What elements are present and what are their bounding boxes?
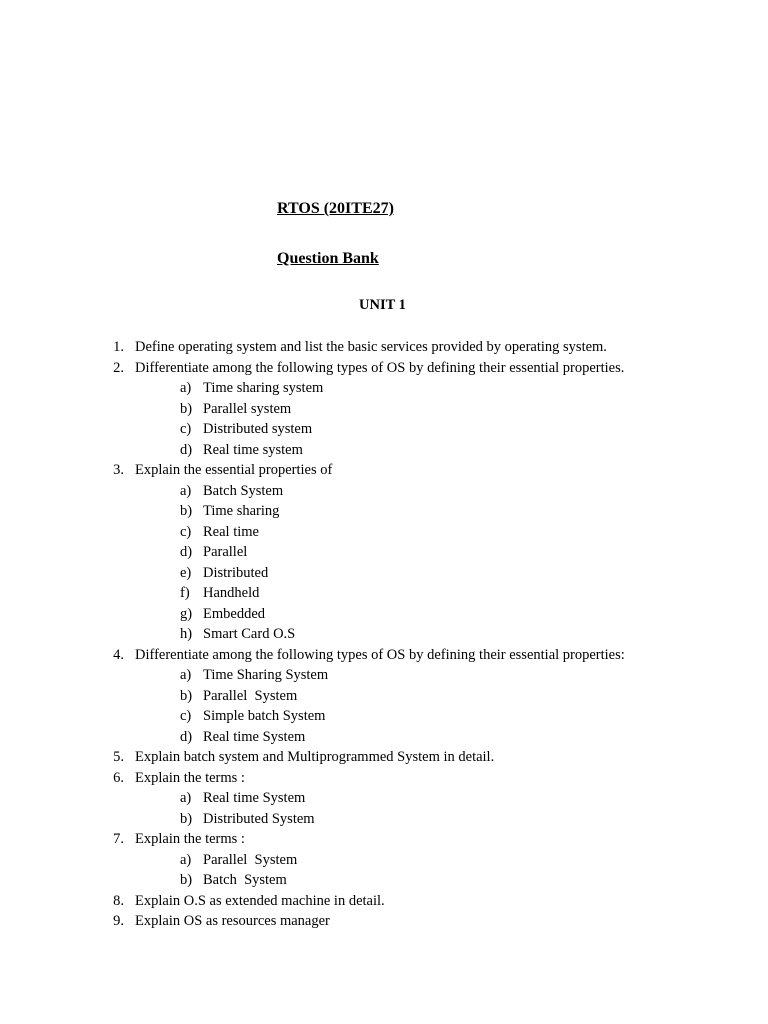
- sub-question-text: Distributed System: [203, 810, 315, 827]
- sub-question-item: [0, 419, 768, 440]
- question-text: Differentiate among the following types of OS by defining their essential properties:: [135, 646, 625, 663]
- sub-question-text: Embedded: [203, 605, 266, 622]
- sub-question-text: Batch System: [203, 482, 284, 499]
- course-title: RTOS (20ITE27): [277, 200, 394, 217]
- sub-question-letter: g): [180, 605, 193, 622]
- sub-question-text: Handheld: [203, 585, 260, 601]
- question-list: [0, 337, 768, 932]
- sub-question-letter: a): [180, 482, 192, 499]
- sub-question-text: Batch System: [203, 872, 287, 888]
- question-item: [0, 460, 768, 481]
- question-text: Explain the terms :: [135, 831, 245, 847]
- question-text: Explain batch system and Multiprogrammed System in detail.: [135, 749, 495, 765]
- sub-question-item: [0, 563, 768, 584]
- sub-question-text: Parallel: [203, 544, 248, 560]
- question-item: [0, 768, 768, 789]
- sub-question-item: [0, 706, 768, 727]
- sub-question-item: [0, 378, 768, 399]
- sub-question-letter: a): [180, 790, 192, 806]
- question-number: 4.: [113, 646, 124, 663]
- sub-question-item: [0, 522, 768, 543]
- sub-question-item: [0, 501, 768, 522]
- sub-question-letter: b): [180, 503, 193, 519]
- question-text: Explain OS as resources manager: [135, 913, 330, 929]
- question-item: [0, 337, 768, 358]
- question-number: 9.: [113, 913, 124, 929]
- question-item: [0, 829, 768, 850]
- sub-question-letter: h): [180, 626, 193, 642]
- question-number: 5.: [113, 749, 124, 765]
- sub-question-item: [0, 604, 768, 625]
- sub-question-item: [0, 686, 768, 707]
- sub-question-letter: d): [180, 728, 193, 745]
- sub-question-text: Smart Card O.S: [203, 626, 296, 642]
- sub-question-text: Parallel System: [203, 687, 298, 704]
- sub-question-letter: b): [180, 687, 193, 704]
- sub-question-text: Real time System: [203, 790, 306, 806]
- sub-question-item: [0, 542, 768, 563]
- sub-question-letter: a): [180, 380, 192, 396]
- question-number: 6.: [113, 769, 124, 786]
- question-number: 8.: [113, 892, 124, 909]
- sub-question-letter: b): [180, 872, 193, 888]
- sub-question-letter: d): [180, 441, 193, 458]
- question-item: [0, 891, 768, 912]
- sub-question-item: [0, 727, 768, 748]
- question-number: 1.: [113, 339, 124, 355]
- sub-question-item: [0, 809, 768, 830]
- sub-question-text: Time sharing system: [203, 380, 324, 396]
- document-title: Question Bank: [277, 250, 379, 267]
- sub-question-letter: f): [180, 585, 190, 601]
- sub-question-item: [0, 665, 768, 686]
- sub-question-item: [0, 850, 768, 871]
- sub-question-text: Real time: [203, 523, 259, 540]
- question-text: Define operating system and list the basic services provided by operating system.: [135, 339, 607, 355]
- question-item: [0, 645, 768, 666]
- sub-question-text: Parallel System: [203, 851, 298, 868]
- sub-question-letter: d): [180, 544, 193, 560]
- question-item: [0, 358, 768, 379]
- question-item: [0, 747, 768, 768]
- question-text: Explain the terms :: [135, 769, 245, 786]
- sub-question-letter: a): [180, 851, 192, 868]
- question-item: [0, 911, 768, 932]
- sub-question-letter: c): [180, 421, 192, 437]
- sub-question-text: Real time system: [203, 441, 303, 458]
- question-number: 2.: [113, 359, 124, 376]
- sub-question-item: [0, 440, 768, 461]
- sub-question-letter: e): [180, 564, 192, 581]
- sub-question-item: [0, 870, 768, 891]
- sub-question-item: [0, 399, 768, 420]
- question-text: Explain O.S as extended machine in detail.: [135, 892, 385, 909]
- question-text: Differentiate among the following types of OS by defining their essential properties.: [135, 359, 625, 376]
- sub-question-letter: b): [180, 400, 193, 417]
- sub-question-letter: c): [180, 708, 192, 724]
- sub-question-text: Simple batch System: [203, 708, 326, 724]
- sub-question-item: [0, 624, 768, 645]
- sub-question-text: Time sharing: [203, 503, 280, 519]
- sub-question-letter: c): [180, 523, 192, 540]
- question-number: 3.: [113, 462, 124, 478]
- unit-heading: UNIT 1: [359, 297, 406, 313]
- question-text: Explain the essential properties of: [135, 462, 333, 478]
- question-number: 7.: [113, 831, 124, 847]
- sub-question-text: Parallel system: [203, 400, 292, 417]
- sub-question-text: Real time System: [203, 728, 306, 745]
- sub-question-text: Distributed: [203, 564, 269, 581]
- sub-question-letter: a): [180, 667, 192, 683]
- sub-question-text: Time Sharing System: [203, 667, 329, 683]
- sub-question-letter: b): [180, 810, 193, 827]
- sub-question-item: [0, 788, 768, 809]
- sub-question-item: [0, 481, 768, 502]
- sub-question-text: Distributed system: [203, 421, 313, 437]
- sub-question-item: [0, 583, 768, 604]
